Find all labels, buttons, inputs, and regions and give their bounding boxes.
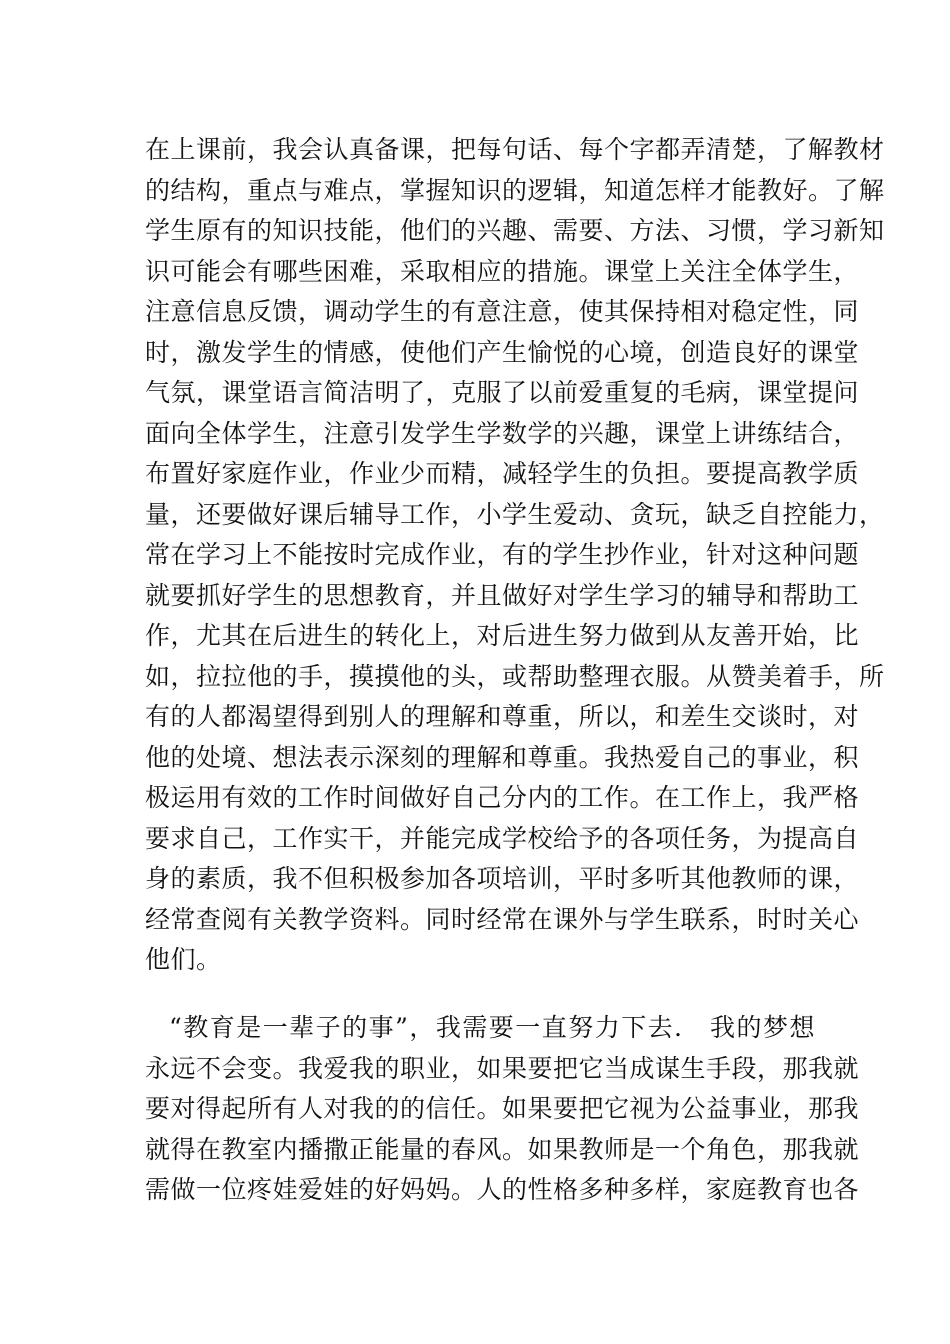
text-line: 时，激发学生的情感，使他们产生愉悦的心境，创造良好的课堂 (145, 337, 860, 367)
text-line: 面向全体学生，注意引发学生学数学的兴趣，课堂上讲练结合， (145, 418, 860, 448)
paragraph-2 (145, 1008, 860, 1211)
text-line: 经常查阅有关教学资料。同时经常在课外与学生联系，时时关心 (145, 904, 860, 934)
text-line: 识可能会有哪些困难，采取相应的措施。课堂上关注全体学生， (145, 256, 860, 286)
text-line: 在上课前，我会认真备课，把每句话、每个字都弄清楚，了解教材 (145, 135, 885, 164)
text-line: 极运用有效的工作时间做好自己分内的工作。在工作上，我严格 (145, 783, 860, 812)
text-line: 布置好家庭作业，作业少而精，减轻学生的负担。要提高教学质 (145, 459, 860, 488)
text-line: 要对得起所有人对我的的信任。如果要把它视为公益事业，那我 (145, 1094, 860, 1123)
text-line: 他的处境、想法表示深刻的理解和尊重。我热爱自己的事业，积 (145, 742, 860, 772)
text-line: 要求自己，工作实干，并能完成学校给予的各项任务，为提高自 (145, 823, 860, 853)
text-line: 永远不会变。我爱我的职业，如果要把它当成谋生手段，那我就 (145, 1053, 860, 1083)
text-line: 气氛，课堂语言简洁明了，克服了以前爱重复的毛病，课堂提问 (145, 378, 860, 407)
text-line: 作，尤其在后进生的转化上，对后进生努力做到从友善开始，比 (145, 621, 860, 650)
text-line: 学生原有的知识技能，他们的兴趣、需要、方法、习惯，学习新知 (145, 216, 885, 245)
paragraph-1 (145, 130, 885, 981)
text-line: 就要抓好学生的思想教育，并且做好对学生学习的辅导和帮助工 (145, 580, 860, 610)
text-line: “教育是一辈子的事”，我需要一直努力下去． 我的梦想 (169, 1013, 815, 1042)
text-line: 如，拉拉他的手，摸摸他的头，或帮助整理衣服。从赞美着手，所 (145, 661, 885, 691)
text-line: 的结构，重点与难点，掌握知识的逻辑，知道怎样才能教好。了解 (145, 175, 885, 205)
text-line: 量，还要做好课后辅导工作，小学生爱动、贪玩，缺乏自控能力， (145, 499, 885, 529)
text-line: 就得在教室内播撒正能量的春风。如果教师是一个角色，那我就 (145, 1134, 860, 1164)
text-line: 需做一位疼娃爱娃的好妈妈。人的性格多种多样，家庭教育也各 (145, 1175, 860, 1204)
text-line: 注意信息反馈，调动学生的有意注意，使其保持相对稳定性，同 (145, 297, 860, 326)
text-line: 有的人都渴望得到别人的理解和尊重，所以，和差生交谈时，对 (145, 702, 860, 731)
text-line: 他们。 (145, 945, 222, 974)
text-line: 身的素质，我不但积极参加各项培训，平时多听其他教师的课， (145, 864, 860, 893)
text-line: 常在学习上不能按时完成作业，有的学生抄作业，针对这种问题 (145, 540, 860, 569)
